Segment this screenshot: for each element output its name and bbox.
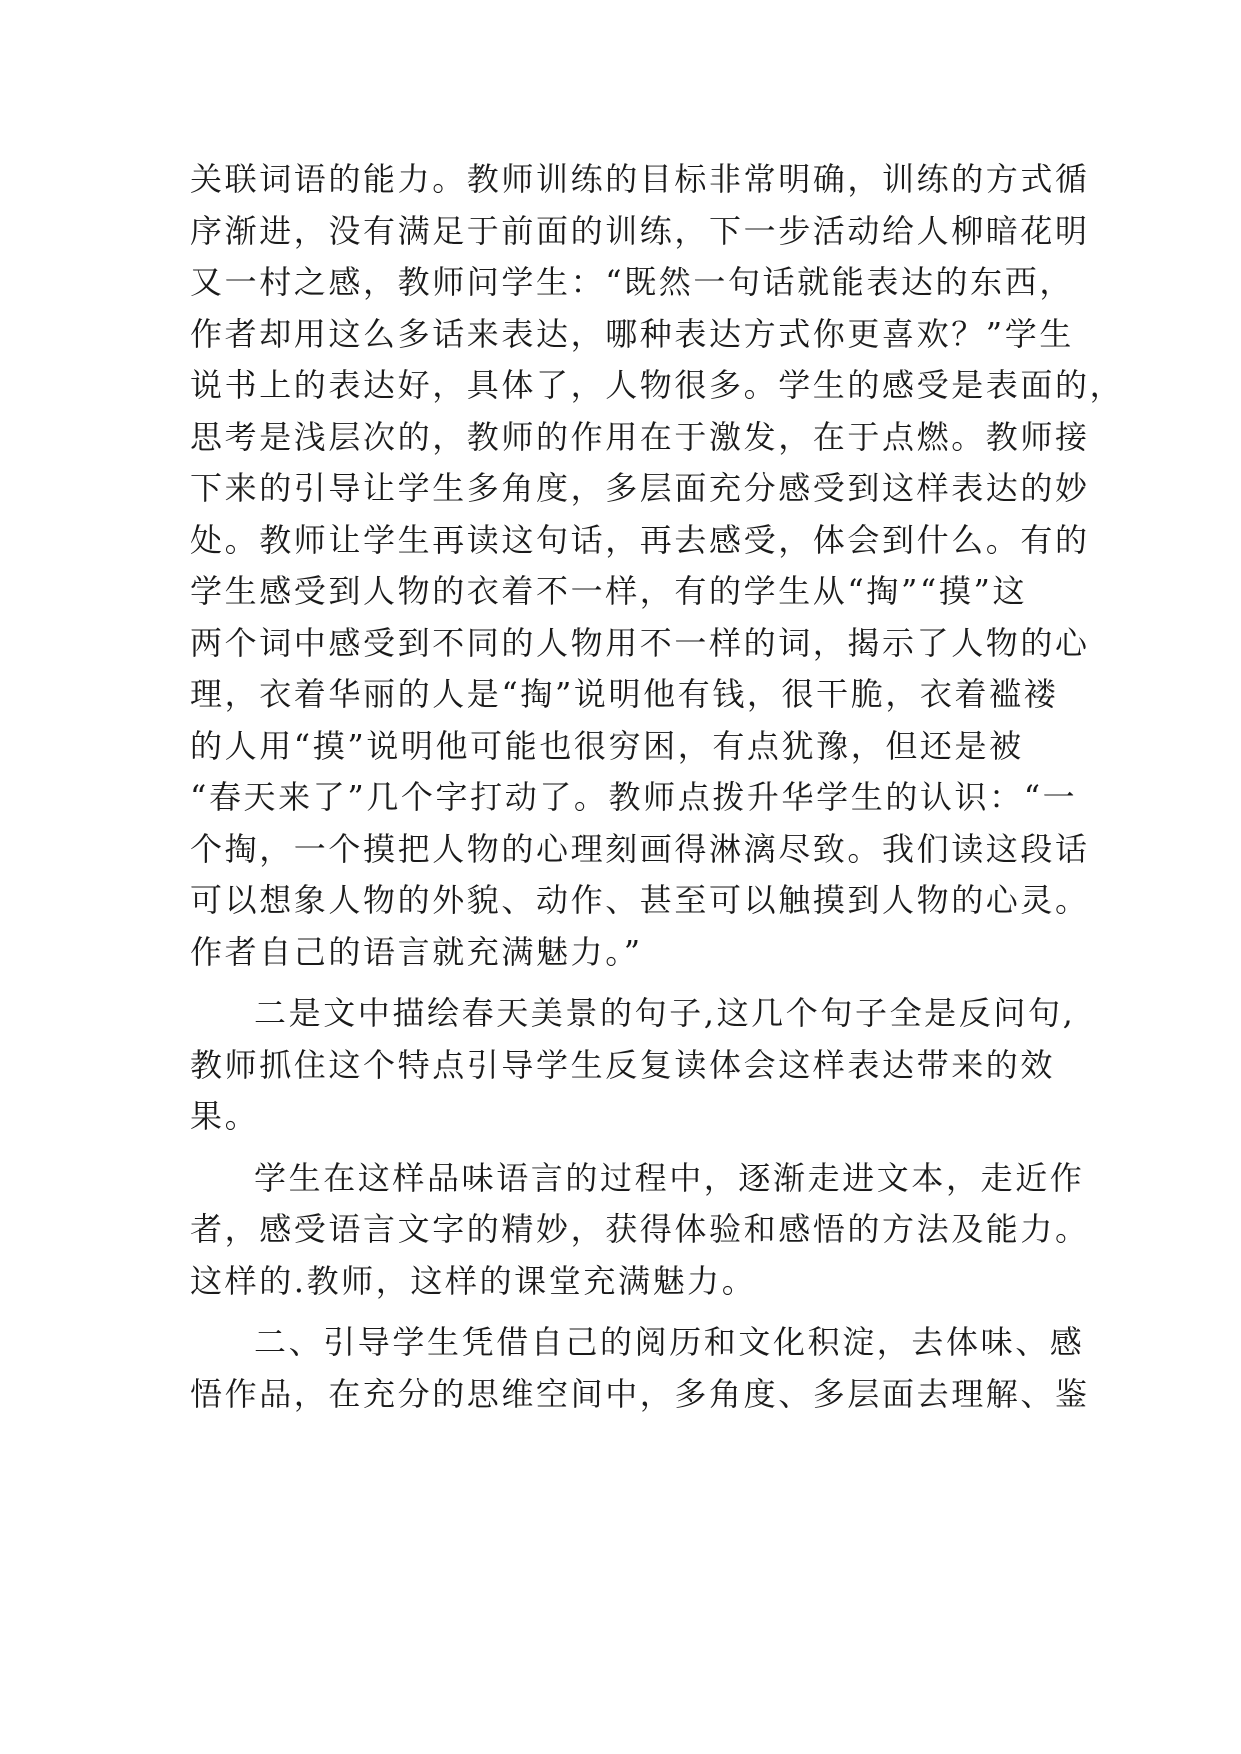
text-line: 果。 [190,1097,260,1135]
paragraph-4 [190,1317,1090,1420]
text-line: 的人用“摸”说明他可能也很穷困，有点犹豫，但还是被 [190,726,1024,765]
text-line: 学生在这样品味语言的过程中，逐渐走进文本，走近作 [254,1158,1085,1197]
text-line: 理，衣着华丽的人是“掏”说明他有钱，很干脆，衣着褴褛 [190,675,1059,713]
document-body [190,154,1125,1420]
text-line: 者，感受语言文字的精妙，获得体验和感悟的方法及能力。 [190,1210,1090,1248]
paragraph-1 [190,154,1125,978]
paragraph-2 [190,988,1076,1143]
text-line: 下来的引导让学生多角度，多层面充分感受到这样表达的妙 [190,469,1090,507]
text-line: 二、引导学生凭借自己的阅历和文化积淀，去体味、感 [254,1323,1085,1361]
paragraph-spacer [190,1307,1050,1317]
text-line: 处。教师让学生再读这句话，再去感受，体会到什么。有的 [190,520,1090,559]
text-line: 作者自己的语言就充满魅力。” [190,932,643,971]
paragraph-3 [190,1153,1090,1308]
text-line: 又一村之感，教师问学生：“既然一句话就能表达的东西， [190,263,1074,301]
text-line: 序渐进，没有满足于前面的训练，下一步活动给人柳暗花明 [190,211,1090,250]
text-line: 思考是浅层次的，教师的作用在于激发，在于点燃。教师接 [190,417,1090,456]
paragraph-spacer [190,978,1050,988]
paragraph-spacer [190,1143,1050,1153]
text-line: 关联词语的能力。教师训练的目标非常明确，训练的方式循 [190,160,1090,198]
text-line: 这样的.教师，这样的课堂充满魅力。 [190,1261,757,1300]
text-line: 说书上的表达好，具体了，人物很多。学生的感受是表面的， [190,366,1125,404]
text-line: 可以想象人物的外貌、动作、甚至可以触摸到人物的心灵。 [190,881,1090,919]
text-line: 个掏，一个摸把人物的心理刻画得淋漓尽致。我们读这段话 [190,829,1090,868]
text-line: 两个词中感受到不同的人物用不一样的词，揭示了人物的心 [190,623,1090,662]
text-line: 悟作品，在充分的思维空间中，多角度、多层面去理解、鉴 [190,1374,1090,1413]
text-line: 作者却用这么多话来表达，哪种表达方式你更喜欢？”学生 [190,314,1074,353]
text-line: 学生感受到人物的衣着不一样，有的学生从“掏”“摸”这 [190,572,1028,610]
text-line: “春天来了”几个字打动了。教师点拨升华学生的认识：“一 [190,778,1078,816]
text-line: 二是文中描绘春天美景的句子,这几个句子全是反问句, [254,994,1076,1032]
text-line: 教师抓住这个特点引导学生反复读体会这样表达带来的效 [190,1045,1056,1084]
